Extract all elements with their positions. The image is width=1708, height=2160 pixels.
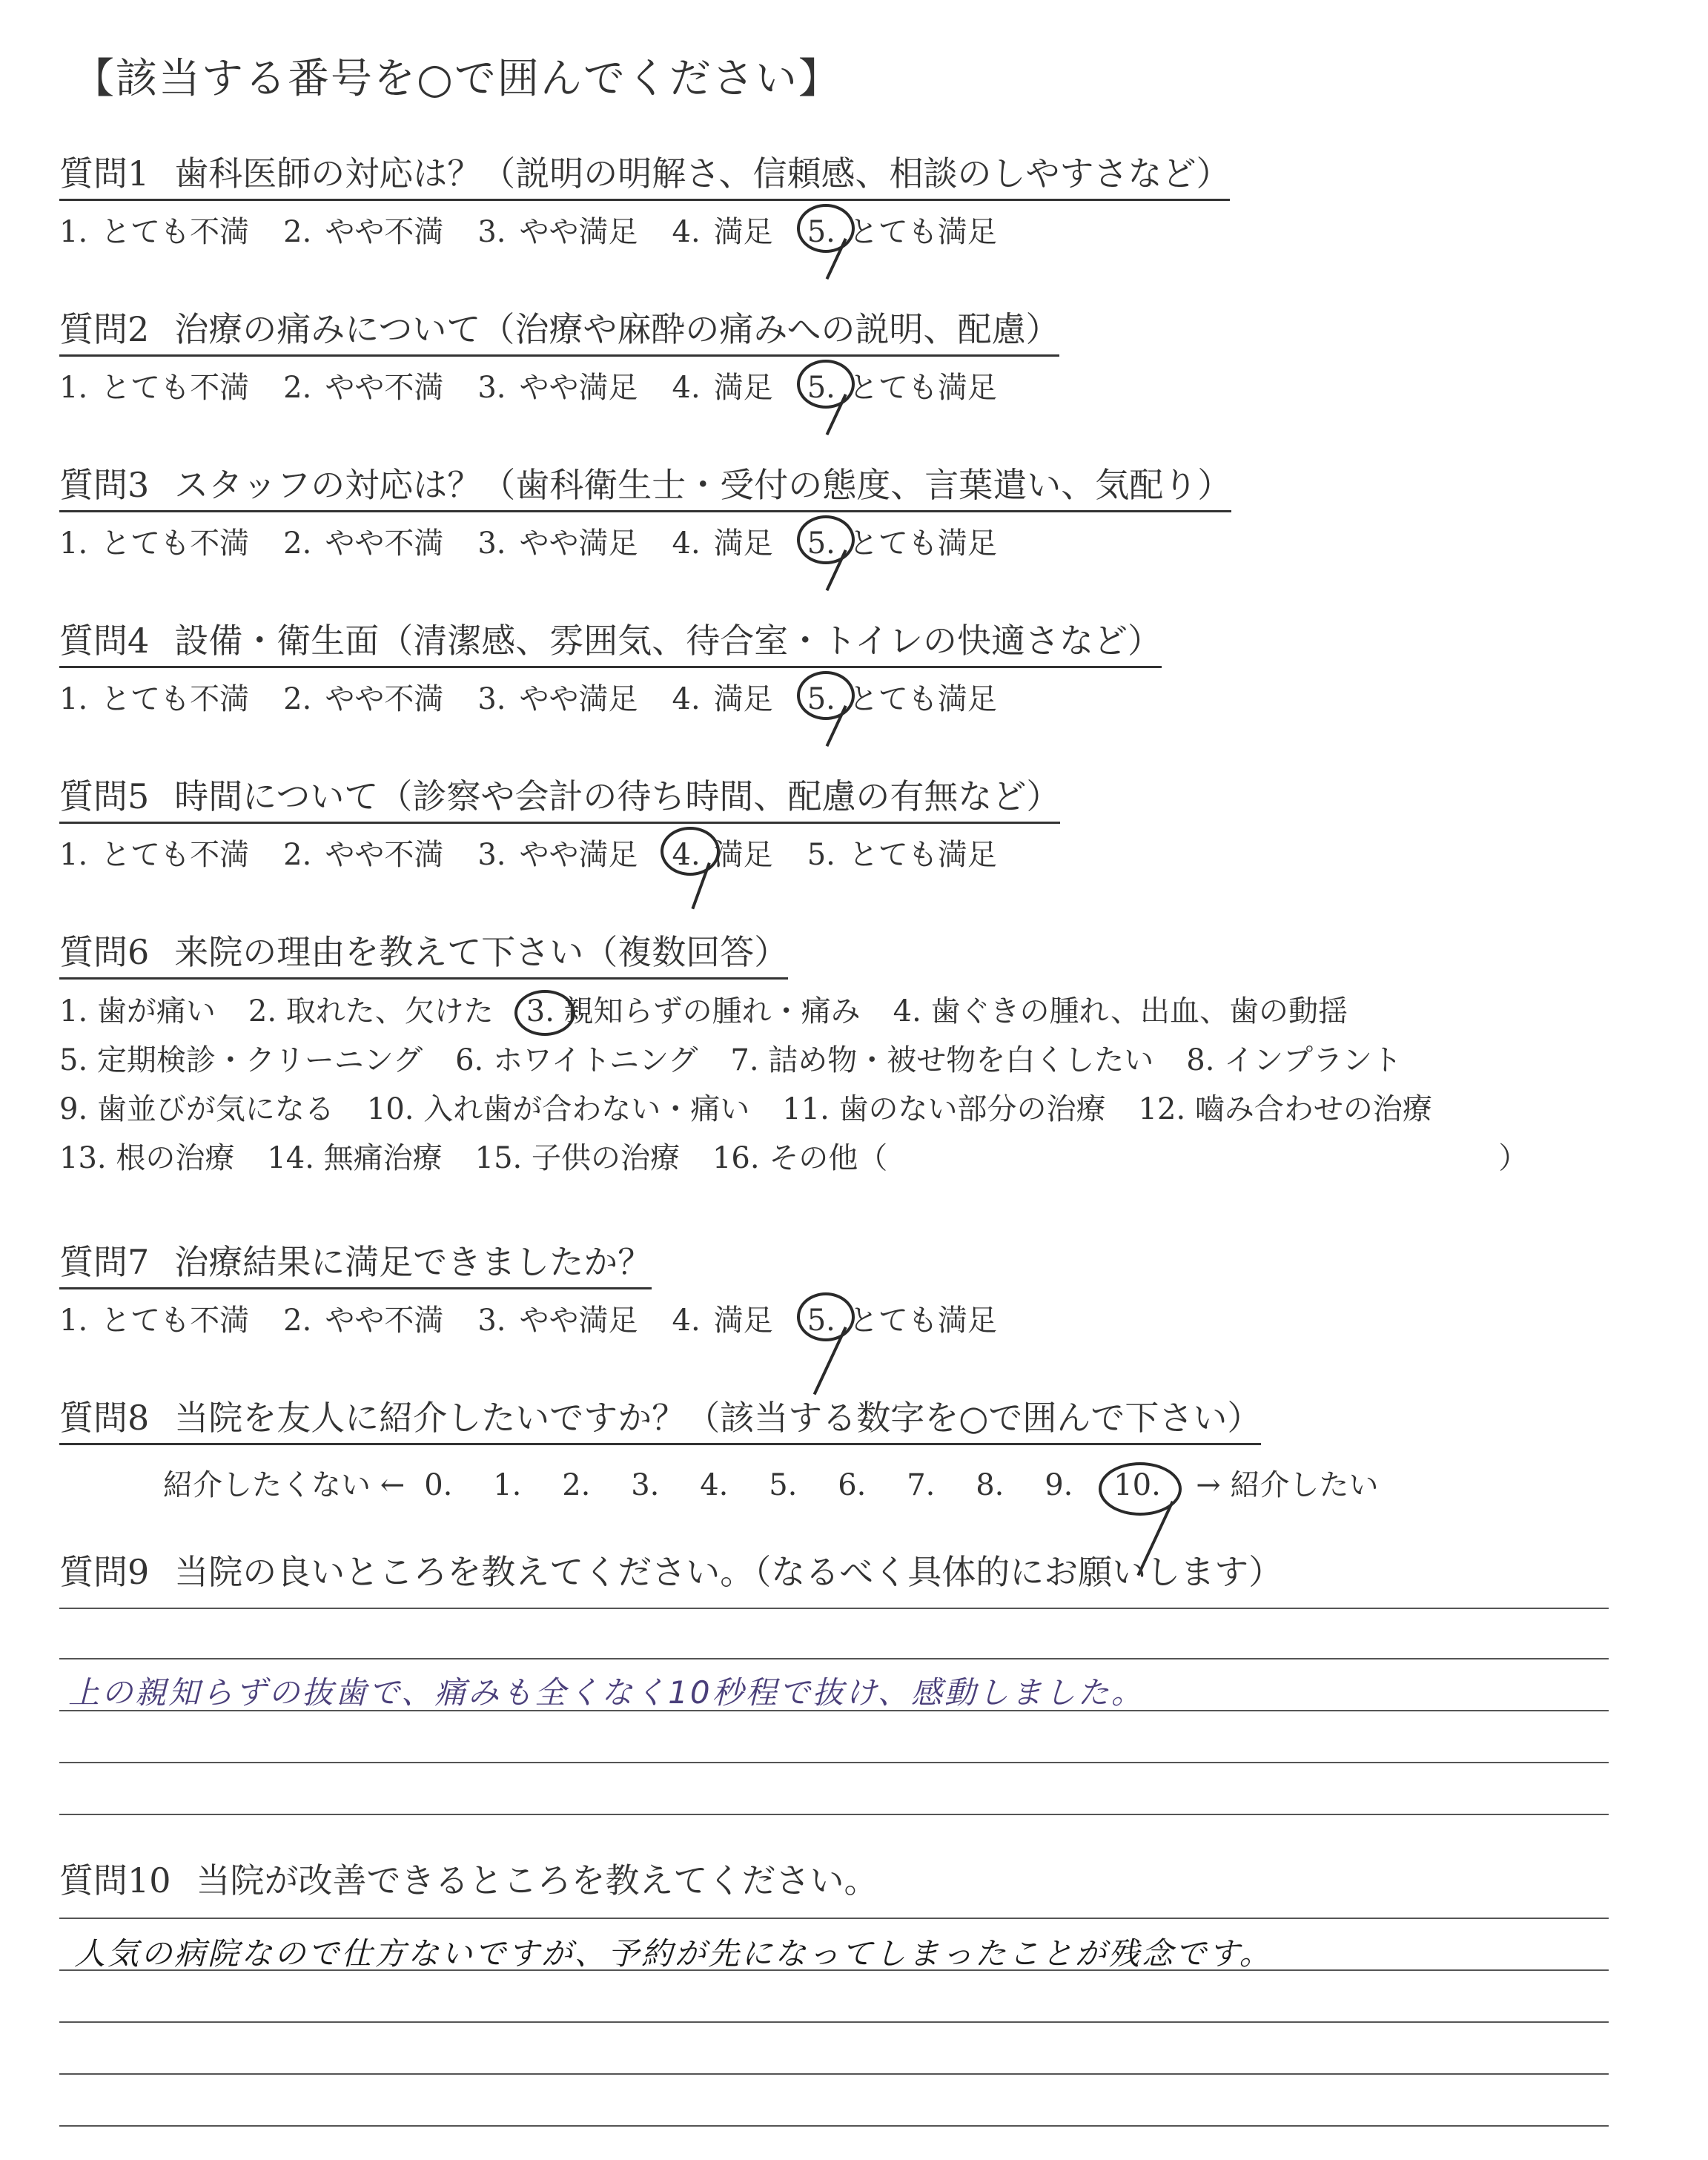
question-1 [59, 147, 1230, 251]
choice-line [59, 1036, 1528, 1085]
answer-line [59, 2073, 1609, 2075]
scale-left-label: 紹介したくない ← [163, 1468, 406, 1502]
question-text: 設備・衛生面（清潔感、雰囲気、待合室・トイレの快適さなど） [174, 621, 1162, 661]
reason-11[interactable]: 11. 歯のない部分の治療 [782, 1092, 1106, 1126]
reason-7[interactable]: 7. 詰め物・被せ物を白くしたい [730, 1043, 1154, 1077]
handwritten-answer-10[interactable]: 人気の病院なので仕方ないですが、予約が先になってしまったことが残念です。 [74, 1935, 1273, 1972]
option-1[interactable]: 1. とても不満 [59, 371, 250, 405]
option-4[interactable]: 4. 満足 [672, 371, 773, 405]
multi-choice-list [59, 987, 1528, 1183]
option-2[interactable]: 2. やや不満 [283, 215, 444, 249]
answer-line [59, 1658, 1609, 1659]
question-title [59, 614, 1162, 668]
option-3[interactable]: 3. やや満足 [477, 371, 638, 405]
reason-4[interactable]: 4. 歯ぐきの腫れ、出血、歯の動揺 [893, 994, 1348, 1028]
reason-15[interactable]: 15. 子供の治療 [474, 1141, 680, 1175]
option-1[interactable]: 1. とても不満 [59, 215, 250, 249]
reason-12[interactable]: 12. 嚙み合わせの治療 [1138, 1092, 1432, 1126]
scale-5[interactable]: 5. [769, 1468, 798, 1502]
answer-line [59, 1710, 1609, 1711]
question-title [59, 303, 1059, 357]
option-3[interactable]: 3. やや満足 [477, 1304, 638, 1338]
choice-line [59, 1134, 1528, 1183]
answer-line [59, 1762, 1609, 1763]
scale-10-selected[interactable]: 10. [1113, 1468, 1182, 1502]
option-4[interactable]: 4. 満足 [672, 215, 773, 249]
question-7 [59, 1235, 1031, 1339]
question-number: 質問10 [59, 1860, 171, 1900]
question-title [59, 147, 1230, 201]
reason-6[interactable]: 6. ホワイトニング [455, 1043, 698, 1077]
question-number: 質問7 [59, 1242, 150, 1282]
question-4 [59, 614, 1162, 718]
option-3[interactable]: 3. やや満足 [477, 526, 638, 561]
reason-5[interactable]: 5. 定期検診・クリーニング [59, 1043, 423, 1077]
scale-6[interactable]: 6. [838, 1468, 867, 1502]
answer-line [59, 2125, 1609, 2127]
scale-3[interactable]: 3. [631, 1468, 660, 1502]
option-3[interactable]: 3. やや満足 [477, 682, 638, 716]
options-row [59, 831, 1060, 873]
option-5[interactable]: 5. とても満足 [807, 838, 997, 872]
reason-1[interactable]: 1. 歯が痛い [59, 994, 216, 1028]
scale-0[interactable]: 0. [424, 1468, 453, 1502]
question-title [59, 1235, 652, 1289]
question-number: 質問2 [59, 309, 150, 349]
question-title [59, 458, 1231, 512]
options-row [59, 520, 1231, 562]
choice-line [59, 1085, 1528, 1134]
option-2[interactable]: 2. やや不満 [283, 526, 444, 561]
answer-line [59, 1969, 1609, 1971]
option-4[interactable]: 4. 満足 [672, 526, 773, 561]
scale-9[interactable]: 9. [1045, 1468, 1073, 1502]
option-4[interactable]: 4. 満足 [672, 682, 773, 716]
question-text: 治療結果に満足できましたか？ [174, 1242, 652, 1282]
reason-8[interactable]: 8. インプラント [1186, 1043, 1403, 1077]
question-title [59, 770, 1060, 824]
reason-2[interactable]: 2. 取れた、欠けた [248, 994, 494, 1028]
page-header: 【該当する番号を○で囲んでください】 [73, 55, 841, 103]
scale-2[interactable]: 2. [562, 1468, 591, 1502]
option-4[interactable]: 4. 満足 [672, 1304, 773, 1338]
option-2[interactable]: 2. やや不満 [283, 371, 444, 405]
options-row [59, 676, 1162, 718]
question-text: スタッフの対応は？（歯科衛生士・受付の態度、言葉遣い、気配り） [174, 465, 1232, 505]
option-5-selected[interactable]: 5. とても満足 [807, 208, 997, 251]
question-number: 質問9 [59, 1552, 150, 1592]
question-9 [59, 1545, 1282, 1597]
option-5-selected[interactable]: 5. とても満足 [807, 364, 997, 406]
question-5 [59, 770, 1060, 873]
question-2 [59, 303, 1059, 406]
question-text: 来院の理由を教えて下さい（複数回答） [174, 932, 789, 972]
option-5-selected[interactable]: 5. とても満足 [807, 1297, 997, 1339]
answer-line [59, 1608, 1609, 1609]
scale-4[interactable]: 4. [700, 1468, 729, 1502]
question-number: 質問4 [59, 621, 150, 661]
reason-14[interactable]: 14. 無痛治療 [267, 1141, 443, 1175]
option-5-selected[interactable]: 5. とても満足 [807, 676, 997, 718]
option-1[interactable]: 1. とても不満 [59, 838, 250, 872]
option-1[interactable]: 1. とても不満 [59, 526, 250, 561]
question-10 [59, 1854, 878, 1906]
option-2[interactable]: 2. やや不満 [283, 682, 444, 716]
option-5-selected[interactable]: 5. とても満足 [807, 520, 997, 562]
question-text: 時間について（診察や会計の待ち時間、配慮の有無など） [174, 776, 1061, 816]
reason-3-selected[interactable]: 3. 親知らずの腫れ・痛み [526, 987, 861, 1036]
option-1[interactable]: 1. とても不満 [59, 682, 250, 716]
recommend-scale [163, 1462, 1397, 1504]
question-number: 質問1 [59, 153, 150, 194]
option-3[interactable]: 3. やや満足 [477, 838, 638, 872]
options-row [59, 208, 1230, 251]
question-title [59, 1391, 1261, 1445]
choice-line [59, 987, 1528, 1036]
question-number: 質問6 [59, 932, 150, 972]
answer-line [59, 1918, 1609, 1919]
question-text: 当院の良いところを教えてください。（なるべく具体的にお願いします） [174, 1552, 1283, 1592]
question-3 [59, 458, 1231, 562]
question-8 [59, 1391, 1397, 1504]
option-3[interactable]: 3. やや満足 [477, 215, 638, 249]
scale-1[interactable]: 1. [493, 1468, 522, 1502]
question-text: 治療の痛みについて（治療や麻酔の痛みへの説明、配慮） [174, 309, 1060, 349]
option-2[interactable]: 2. やや不満 [283, 1304, 444, 1338]
scale-8[interactable]: 8. [976, 1468, 1004, 1502]
answer-line [59, 2021, 1609, 2023]
reason-16-other[interactable]: 16. その他（ [712, 1141, 888, 1175]
handwritten-answer-9[interactable]: 上の親知らずの抜歯で、痛みも全くなく10秒程で抜け、感動しました。 [68, 1674, 1145, 1711]
scale-7[interactable]: 7. [907, 1468, 936, 1502]
question-text: 当院が改善できるところを教えてください。 [196, 1860, 878, 1900]
scale-right-label: → 紹介したい [1196, 1468, 1379, 1502]
question-title [59, 925, 788, 980]
reason-13[interactable]: 13. 根の治療 [59, 1141, 235, 1175]
option-1[interactable]: 1. とても不満 [59, 1304, 250, 1338]
question-title [59, 1854, 878, 1906]
other-close-paren: ） [1498, 1141, 1529, 1175]
question-number: 質問3 [59, 465, 150, 505]
option-4-selected[interactable]: 4. 満足 [672, 831, 773, 873]
question-title [59, 1545, 1282, 1597]
options-row [59, 1297, 1031, 1339]
reason-10[interactable]: 10. 入れ歯が合わない・痛い [366, 1092, 750, 1126]
question-number: 質問5 [59, 776, 150, 816]
reason-9[interactable]: 9. 歯並びが気になる [59, 1092, 334, 1126]
question-text: 当院を友人に紹介したいですか？（該当する数字を○で囲んで下さい） [174, 1398, 1262, 1438]
option-2[interactable]: 2. やや不満 [283, 838, 444, 872]
answer-line [59, 1814, 1609, 1815]
question-text: 歯科医師の対応は？（説明の明解さ、信頼感、相談のしやすさなど） [174, 153, 1231, 194]
question-number: 質問8 [59, 1398, 150, 1438]
question-6 [59, 925, 1528, 1183]
options-row [59, 364, 1059, 406]
